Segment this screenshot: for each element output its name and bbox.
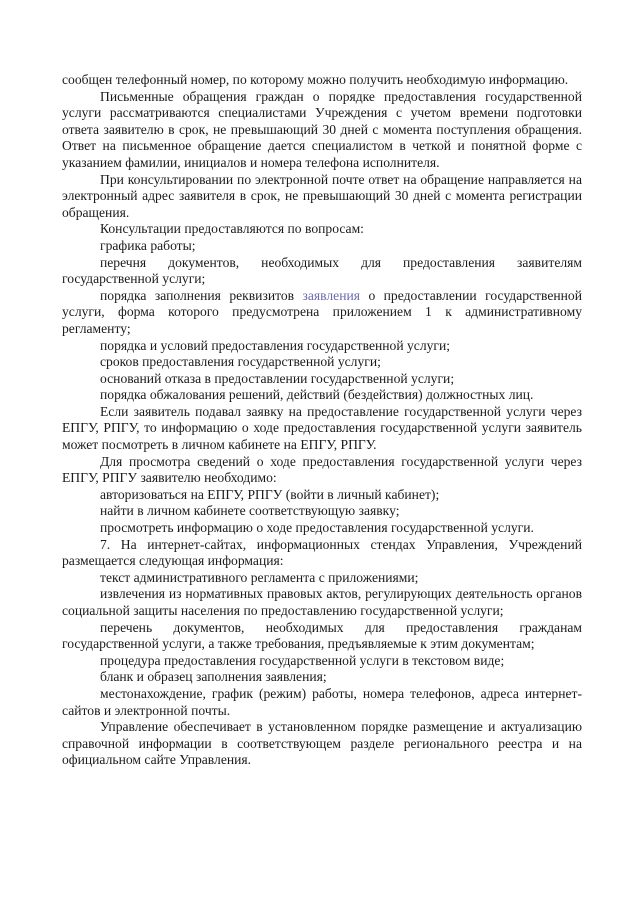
list-item-find-request: найти в личном кабинете соответствующую заявку;	[100, 503, 400, 519]
list-item-procedure-conditions: порядка и условий предоставления государственной услуги;	[100, 337, 451, 353]
paragraph-section-7: 7. На интернет-сайтах, информационных стендах Управления, Учреждений размещается следующая информация:	[62, 536, 582, 569]
list-item-document-list: перечня документов, необходимых для предоставления заявителям государственной услуги;	[62, 254, 582, 287]
paragraph-email-consulting: При консультировании по электронной почте ответ на обращение направляется на электронный адрес заявителя в срок, не превышающий 30 дней с момента регистрации обращения.	[62, 171, 582, 220]
paragraph-phone-info: сообщен телефонный номер, по которому можно получить необходимую информацию.	[62, 72, 569, 87]
list-item-form-sample: бланк и образец заполнения заявления;	[100, 669, 327, 685]
paragraph-epgu-steps-intro: Для просмотра сведений о ходе предоставления государственной услуги через ЕПГУ, РПГУ заявителю необходимо:	[62, 453, 582, 486]
list-item-authorize: авторизоваться на ЕПГУ, РПГУ (войти в личный кабинет);	[100, 486, 440, 502]
list-item-application-form	[62, 288, 582, 338]
document-body	[62, 72, 582, 769]
list-item-legal-extracts: извлечения из нормативных правовых актов, регулирующих деятельность органов социальной защиты населения по предоставлению государственной услуги;	[62, 586, 582, 618]
paragraph-consultation-topics: Консультации предоставляются по вопросам:	[100, 221, 364, 237]
list-item-text-procedure: процедура предоставления государственной услуги в текстовом виде;	[100, 652, 505, 668]
application-link[interactable]: заявления	[302, 287, 361, 303]
list-item-appeal-procedure: порядка обжалования решений, действий (бездействия) должностных лиц.	[100, 387, 534, 403]
paragraph-registry-update: Управление обеспечивает в установленном порядке размещение и актуализацию справочной информации в соответствующем разделе регионального реестра и на официальном сайте Управления.	[62, 719, 582, 768]
list-item-view-status: просмотреть информацию о ходе предоставления государственной услуги.	[100, 520, 534, 536]
list-item-service-terms: сроков предоставления государственной услуги;	[100, 354, 381, 370]
list-item-refusal-grounds: оснований отказа в предоставлении государственной услуги;	[100, 370, 455, 386]
paragraph-written-requests: Письменные обращения граждан о порядке предоставления государственной услуги рассматриваются специалистами Учреждения с учетом времени подготовки ответа заявителю в срок, не превышающий 30 дней с момента поступления обращения. Ответ на письменное обращение дается специалистом в четкой и понятной форме с указанием фамилии, инициалов и номера телефона исполнителя.	[62, 88, 582, 170]
list-item-work-schedule: графика работы;	[100, 237, 196, 253]
list-item-required-documents: перечень документов, необходимых для предоставления гражданам государственной услуги, а также требования, предъявляемые к этим документам;	[62, 619, 582, 652]
list-item-contacts: местонахождение, график (режим) работы, номера телефонов, адреса интернет-сайтов и электронной почты.	[62, 685, 582, 718]
paragraph-epgu-status: Если заявитель подавал заявку на предоставление государственной услуги через ЕПГУ, РПГУ, то информацию о ходе предоставления государственной услуги заявитель может посмотреть в личном кабинете на ЕПГУ, РПГУ.	[62, 403, 582, 453]
application-form-text-after: о предоставлении государственной услуги, форма которого предусмотрена приложением 1 к административному регламенту;	[62, 287, 582, 336]
application-form-text-before: порядка заполнения реквизитов	[100, 287, 303, 303]
list-item-regulation-text: текст административного регламента с приложениями;	[100, 569, 419, 585]
